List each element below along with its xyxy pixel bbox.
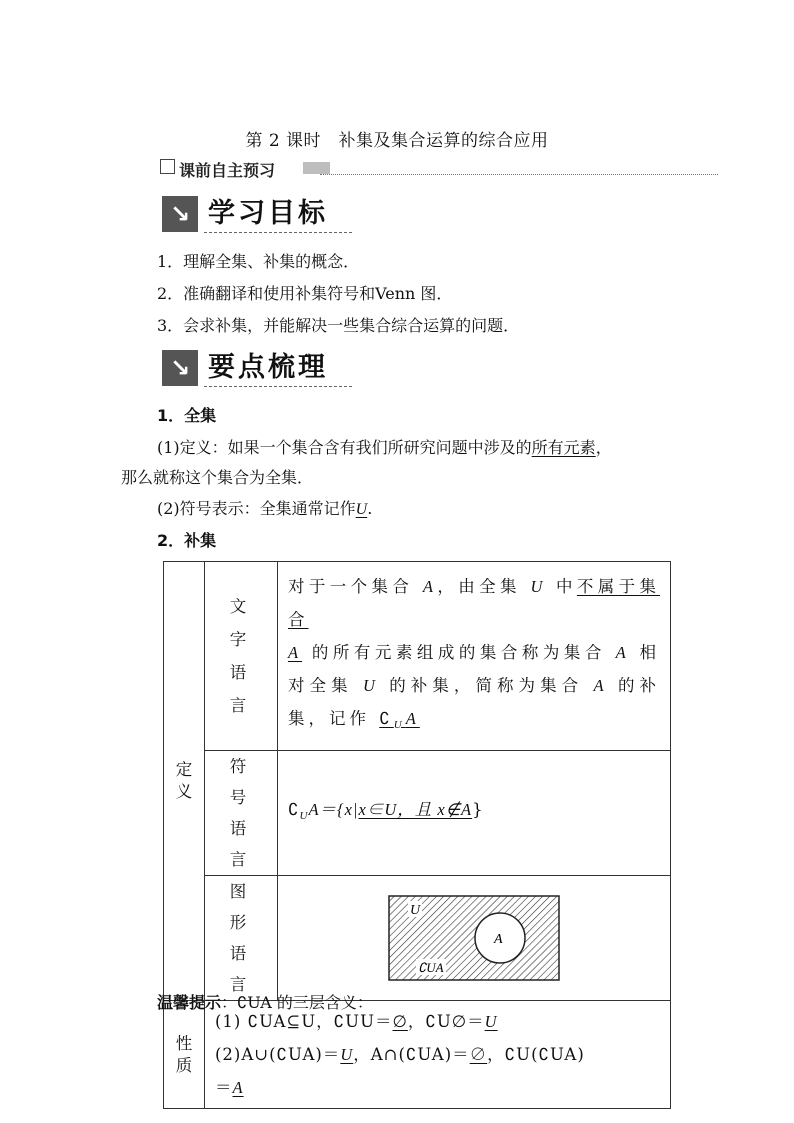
t: A — [405, 709, 420, 728]
page-title: 第 2 课时 补集及集合运算的综合应用 — [245, 131, 549, 151]
text: (1)定义：如果一个集合含有我们所研究问题中涉及的 — [157, 438, 532, 457]
t: ，∁U∅＝ — [407, 1012, 485, 1032]
tip-line — [157, 993, 373, 1013]
answer-underline: ∅ — [469, 1045, 488, 1065]
t: 的所有元素组成的集合称为集合 — [302, 643, 616, 662]
answer-underline: A — [232, 1078, 244, 1098]
vertical-label: 性质 — [175, 1033, 193, 1075]
complement-table — [163, 561, 671, 1109]
venn-diagram — [388, 895, 560, 981]
tip-text: ：∁UA 的三层含义： — [221, 993, 373, 1012]
t: A＝{x| — [308, 800, 359, 820]
banner-arrow-icon — [160, 159, 175, 174]
label: 符号语言 — [229, 757, 253, 870]
answer-underline: 不属于集合 — [288, 577, 661, 629]
section-heading-text: 要点梳理 — [208, 352, 328, 383]
symbol-language-content — [278, 751, 671, 876]
property-3 — [215, 1071, 660, 1104]
t: 相对全集 — [288, 643, 660, 695]
answer-underline — [379, 709, 420, 732]
banner-decoration — [303, 162, 330, 174]
text: ， — [595, 438, 612, 457]
t: 对于一个集合 — [288, 577, 423, 596]
text-language-content — [278, 562, 671, 751]
heading-dashed-underline — [204, 232, 352, 233]
tip-label: 温馨提示 — [157, 993, 222, 1012]
answer-underline: U — [340, 1045, 354, 1065]
section-heading-keypoints — [162, 350, 352, 390]
venn-label-u: U — [410, 903, 421, 919]
row-header-properties — [164, 1001, 205, 1109]
label-figure-language — [205, 876, 278, 1001]
t: (2)A∪(∁UA)＝ — [215, 1045, 341, 1065]
t: U — [299, 810, 309, 823]
t: U — [530, 577, 547, 596]
venn-label-complement: ∁UA — [418, 960, 444, 976]
t: 的补集，记作 — [288, 676, 661, 728]
answer-underline: A — [288, 643, 303, 662]
t: ∁ — [288, 800, 300, 820]
subheading-complement: 2．补集 — [157, 531, 217, 550]
answer-underline: U — [355, 501, 368, 518]
definition-line — [157, 438, 612, 458]
goal-item-3: 3．会求补集，并能解决一些集合综合运算的问题． — [157, 316, 520, 335]
label-symbol-language — [205, 751, 278, 876]
goal-item-1: 1．理解全集、补集的概念． — [157, 252, 360, 271]
venn-diagram-cell — [278, 876, 671, 1001]
subheading-universal-set: 1．全集 — [157, 406, 217, 425]
banner-label: 课前自主预习 — [179, 161, 276, 180]
t: } — [472, 800, 484, 820]
label-text-language — [205, 562, 278, 751]
answer-underline: ∅ — [392, 1012, 408, 1032]
t: U — [362, 676, 379, 695]
section-heading-goals — [162, 196, 352, 236]
t: U — [393, 719, 406, 732]
t: A — [593, 676, 608, 695]
goal-item-2: 2．准确翻译和使用补集符号和Venn 图． — [157, 284, 453, 303]
answer-underline: x∈U，且 x∉A — [358, 800, 473, 820]
t: ，由全集 — [436, 577, 531, 596]
label: 图形语言 — [229, 882, 253, 995]
vertical-label: 定义 — [175, 760, 193, 802]
t: ∁ — [379, 709, 394, 728]
properties-content — [205, 1001, 671, 1109]
answer-underline: 所有元素 — [531, 438, 596, 457]
section-heading-text: 学习目标 — [208, 198, 328, 229]
t: ＝ — [215, 1078, 233, 1098]
symbol-line — [157, 499, 372, 520]
arrow-icon: ↘ — [162, 350, 198, 386]
label: 文字语言 — [229, 597, 253, 716]
t: (1) ∁UA⊆U，∁UU＝ — [215, 1012, 393, 1032]
answer-underline: U — [484, 1012, 498, 1032]
text: . — [367, 499, 373, 518]
venn-label-a: A — [494, 932, 503, 948]
t: A — [615, 643, 630, 662]
heading-dashed-underline — [204, 386, 352, 387]
row-header-definition — [164, 562, 205, 1001]
arrow-icon: ↘ — [162, 196, 198, 232]
t: 的补集，简称为集合 — [378, 676, 594, 695]
t: ，A∩(∁UA)＝ — [353, 1045, 470, 1065]
section-banner — [160, 158, 718, 178]
banner-dotted-line — [320, 174, 718, 175]
definition-line-2: 那么就称这个集合为全集． — [121, 468, 314, 487]
t: ，∁U(∁UA) — [487, 1045, 585, 1065]
property-2 — [215, 1038, 660, 1071]
text: (2)符号表示：全集通常记作 — [157, 499, 356, 518]
t: A — [422, 577, 437, 596]
t: 中 — [546, 577, 577, 596]
